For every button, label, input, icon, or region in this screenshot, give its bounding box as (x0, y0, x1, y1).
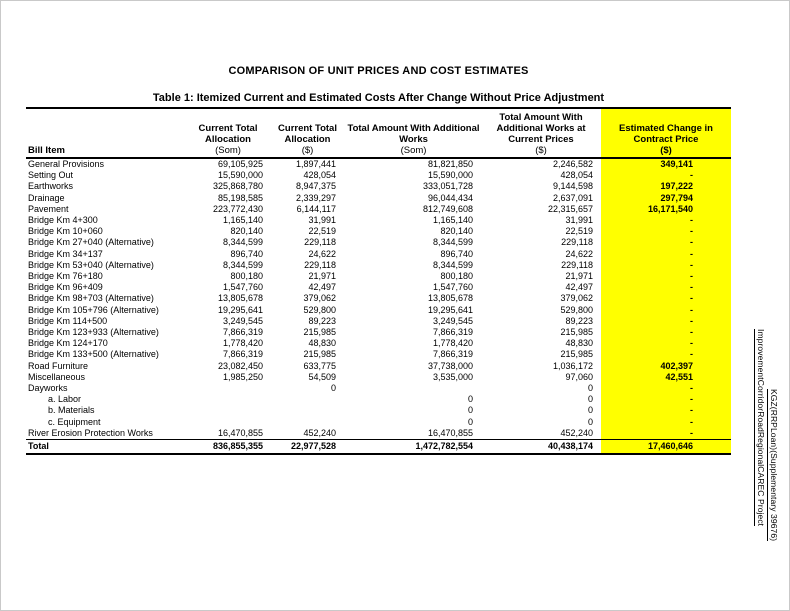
amount-cell: 0 (587, 416, 593, 427)
bill-item-cell: Pavement (28, 203, 69, 214)
amount-cell: 0 (587, 405, 593, 416)
amount-cell: 229,118 (561, 259, 593, 270)
amount-cell: 229,118 (561, 237, 593, 248)
amount-cell: 215,985 (303, 327, 336, 338)
amount-cell: 16,470,855 (427, 427, 473, 438)
amount-cell (187, 417, 269, 428)
table-row (26, 327, 731, 338)
amount-cell: 349,141 (601, 158, 731, 170)
amount-cell: 229,118 (304, 237, 336, 248)
table-row (26, 204, 731, 215)
amount-cell: 0 (587, 383, 593, 394)
table-row (26, 383, 731, 394)
bill-item-cell: c. Equipment (48, 416, 101, 427)
amount-cell: 97,060 (565, 371, 593, 382)
bill-item-cell: Drainage (28, 192, 65, 203)
table-row (26, 394, 731, 405)
bill-item-cell: Bridge Km 114+500 (28, 315, 108, 326)
amount-cell: 529,800 (303, 304, 336, 315)
table-row (26, 181, 731, 192)
amount-cell: 16,470,855 (217, 427, 263, 438)
header-row (26, 108, 731, 158)
bill-item-cell: Bridge Km 105+796 (Alternative) (28, 304, 159, 315)
col-header-label: Current Total Allocation (278, 123, 337, 145)
bill-item-cell: Bridge Km 96+409 (28, 282, 103, 293)
amount-cell: 896,740 (440, 248, 473, 259)
amount-cell: 896,740 (230, 248, 263, 259)
amount-cell: 0 (467, 405, 473, 416)
amount-cell: 8,947,375 (295, 181, 336, 192)
table-row (26, 282, 731, 293)
table-caption: Table 1: Itemized Current and Estimated Costs After Change Without Price Adjustment (152, 92, 605, 104)
amount-cell: 0 (467, 416, 473, 427)
amount-cell: 800,180 (230, 271, 263, 282)
amount-cell: 7,866,319 (432, 349, 473, 360)
col-header-label: Total Amount With Additional Works (347, 123, 480, 145)
amount-cell: 812,749,608 (422, 203, 473, 214)
amount-cell: 0 (587, 394, 593, 405)
amount-cell: 85,198,585 (217, 192, 263, 203)
bill-item-cell: Bridge Km 133+500 (Alternative) (28, 349, 159, 360)
col-header-total-additional-usd (481, 108, 601, 158)
total-row (26, 440, 731, 455)
amount-cell: 215,985 (560, 327, 593, 338)
bill-item-cell: Bridge Km 124+170 (28, 338, 108, 349)
bill-item-cell: Setting Out (28, 170, 74, 181)
amount-cell: 1,165,140 (432, 215, 473, 226)
bill-item-cell: a. Labor (48, 394, 82, 405)
col-header-label: Total Amount With Additional Works at Current Prices (496, 112, 586, 145)
table-row (26, 293, 731, 304)
table-row (26, 349, 731, 360)
amount-cell: 21,971 (565, 271, 593, 282)
table-row (26, 338, 731, 349)
amount-cell: 8,344,599 (222, 237, 263, 248)
table-row (26, 226, 731, 237)
amount-cell: - (601, 405, 731, 416)
table-row (26, 372, 731, 383)
amount-cell (346, 383, 481, 394)
amount-cell: 22,519 (565, 226, 593, 237)
col-header-label: Bill Item (28, 145, 65, 156)
amount-cell: 23,082,450 (217, 360, 263, 371)
amount-cell: 1,778,420 (432, 338, 473, 349)
amount-cell (187, 405, 269, 416)
bill-item-cell: Bridge Km 53+040 (Alternative) (28, 259, 154, 270)
amount-cell: 0 (330, 383, 336, 394)
amount-cell: - (601, 226, 731, 237)
amount-cell: 89,223 (565, 315, 593, 326)
amount-cell: 15,590,000 (217, 170, 263, 181)
amount-cell: 1,897,441 (295, 159, 336, 169)
amount-cell: 19,295,641 (217, 304, 263, 315)
bill-item-cell: Earthworks (28, 181, 74, 192)
table-row (26, 316, 731, 327)
amount-cell: 48,830 (308, 338, 336, 349)
amount-cell: 42,551 (601, 372, 731, 383)
table-body (26, 158, 731, 454)
amount-cell: 402,397 (601, 361, 731, 372)
amount-cell: 22,519 (308, 226, 336, 237)
col-header-label: Estimated Change in Contract Price (619, 123, 713, 145)
sidebar-note-line2: KGZ(RRPLoan)(Supplementary 39676) (769, 389, 779, 542)
amount-cell (187, 394, 269, 405)
amount-cell: 2,246,582 (552, 159, 593, 169)
amount-cell (269, 394, 346, 405)
amount-cell: - (601, 215, 731, 226)
amount-cell: 2,339,297 (295, 192, 336, 203)
bill-item-cell: General Provisions (28, 159, 105, 169)
amount-cell: 3,249,545 (222, 315, 263, 326)
amount-cell: 96,044,434 (427, 192, 473, 203)
amount-cell: 3,535,000 (432, 371, 473, 382)
amount-cell: 8,344,599 (222, 259, 263, 270)
amount-cell: - (601, 305, 731, 316)
amount-cell: - (601, 383, 731, 394)
amount-cell: 428,054 (303, 170, 336, 181)
bill-item-cell: Bridge Km 4+300 (28, 215, 98, 226)
table-row (26, 158, 731, 170)
col-header-label: Current Total Allocation (198, 123, 258, 145)
amount-cell: - (601, 417, 731, 428)
table-row (26, 271, 731, 282)
bill-item-cell: Bridge Km 98+703 (Alternative) (28, 293, 154, 304)
table-row (26, 361, 731, 372)
amount-cell: 1,547,760 (222, 282, 263, 293)
col-header-unit: (Som) (400, 145, 427, 156)
amount-cell: 6,144,117 (296, 203, 336, 214)
amount-cell: - (601, 260, 731, 271)
amount-cell: 297,794 (601, 193, 731, 204)
amount-cell: 40,438,174 (481, 440, 601, 455)
amount-cell: 42,497 (565, 282, 593, 293)
amount-cell: 7,866,319 (222, 327, 263, 338)
amount-cell: 379,062 (560, 293, 593, 304)
amount-cell: 54,509 (308, 371, 336, 382)
table-row (26, 428, 731, 440)
amount-cell: 21,971 (308, 271, 336, 282)
amount-cell: 529,800 (560, 304, 593, 315)
amount-cell: 229,118 (304, 259, 336, 270)
amount-cell: 452,240 (560, 427, 593, 438)
col-header-current-allocation-usd (269, 108, 346, 158)
amount-cell: 24,622 (565, 248, 593, 259)
amount-cell: 820,140 (230, 226, 263, 237)
amount-cell: - (601, 327, 731, 338)
amount-cell: - (601, 271, 731, 282)
amount-cell: 452,240 (303, 427, 336, 438)
sidebar-note-line1: ImprovementCorridorRoadRegionalCAREC Project (756, 329, 766, 527)
amount-cell: 89,223 (308, 315, 336, 326)
col-header-unit: ($) (535, 145, 547, 156)
amount-cell: 31,991 (565, 215, 593, 226)
amount-cell: 19,295,641 (427, 304, 473, 315)
bill-item-cell: River Erosion Protection Works (28, 427, 153, 438)
amount-cell: - (601, 338, 731, 349)
bill-item-cell: b. Materials (48, 405, 95, 416)
col-header-unit: (Som) (215, 145, 241, 156)
amount-cell: 1,985,250 (222, 371, 263, 382)
amount-cell: 428,054 (560, 170, 593, 181)
amount-cell: 1,778,420 (222, 338, 263, 349)
amount-cell: - (601, 394, 731, 405)
bill-item-cell: Bridge Km 76+180 (28, 271, 103, 282)
amount-cell: - (601, 282, 731, 293)
amount-cell: 37,738,000 (427, 360, 473, 371)
amount-cell: 215,985 (303, 349, 336, 360)
amount-cell: 22,977,528 (269, 440, 346, 455)
amount-cell: 197,222 (601, 181, 731, 192)
amount-cell: 7,866,319 (222, 349, 263, 360)
amount-cell: 15,590,000 (427, 170, 473, 181)
col-header-bill-item (26, 108, 187, 158)
col-header-unit: ($) (660, 145, 672, 156)
col-header-estimated-change (601, 108, 731, 158)
bill-item-cell: Bridge Km 10+060 (28, 226, 103, 237)
table-row (26, 193, 731, 204)
table-row (26, 170, 731, 181)
amount-cell: 333,051,728 (422, 181, 473, 192)
amount-cell (187, 383, 269, 394)
amount-cell: 1,036,172 (552, 360, 593, 371)
col-header-total-additional-som (346, 108, 481, 158)
table-row (26, 249, 731, 260)
amount-cell: 22,315,657 (547, 203, 593, 214)
amount-cell: 24,622 (308, 248, 336, 259)
amount-cell: 16,171,540 (601, 204, 731, 215)
amount-cell: 42,497 (308, 282, 336, 293)
amount-cell: 13,805,678 (427, 293, 473, 304)
amount-cell: 69,105,925 (217, 159, 263, 169)
bill-item-cell: Road Furniture (28, 360, 89, 371)
bill-item-cell: Bridge Km 123+933 (Alternative) (28, 327, 159, 338)
amount-cell: 836,855,355 (187, 440, 269, 455)
amount-cell: 820,140 (440, 226, 473, 237)
table-row (26, 237, 731, 248)
amount-cell: 9,144,598 (552, 181, 593, 192)
amount-cell: - (601, 316, 731, 327)
table-row (26, 305, 731, 316)
amount-cell: 379,062 (303, 293, 336, 304)
col-header-unit: ($) (301, 145, 314, 156)
amount-cell: 8,344,599 (432, 237, 473, 248)
amount-cell: 2,637,091 (552, 192, 593, 203)
amount-cell: 0 (467, 394, 473, 405)
amount-cell: 1,472,782,554 (346, 440, 481, 455)
amount-cell (269, 417, 346, 428)
amount-cell: 81,821,850 (427, 159, 473, 169)
bill-item-cell: Bridge Km 34+137 (28, 248, 103, 259)
table-header (26, 108, 731, 158)
amount-cell: 8,344,599 (432, 259, 473, 270)
amount-cell: - (601, 237, 731, 248)
amount-cell (269, 405, 346, 416)
amount-cell: 325,868,780 (212, 181, 263, 192)
amount-cell: 1,547,760 (432, 282, 473, 293)
document-title: COMPARISON OF UNIT PRICES AND COST ESTIMATES (228, 65, 529, 77)
amount-cell: 48,830 (565, 338, 593, 349)
table-row (26, 215, 731, 226)
amount-cell: - (601, 349, 731, 360)
amount-cell: 215,985 (560, 349, 593, 360)
amount-cell: 1,165,140 (222, 215, 263, 226)
cost-comparison-table (26, 107, 731, 455)
amount-cell: 17,460,646 (601, 440, 731, 455)
table-row (26, 405, 731, 416)
bill-item-cell: Bridge Km 27+040 (Alternative) (28, 237, 154, 248)
amount-cell: - (601, 293, 731, 304)
table-row (26, 260, 731, 271)
amount-cell: 7,866,319 (432, 327, 473, 338)
amount-cell: - (601, 249, 731, 260)
amount-cell: 800,180 (440, 271, 473, 282)
amount-cell: - (601, 428, 731, 440)
amount-cell: 223,772,430 (212, 203, 263, 214)
amount-cell: 3,249,545 (432, 315, 473, 326)
col-header-current-allocation-som (187, 108, 269, 158)
amount-cell: 13,805,678 (217, 293, 263, 304)
bill-item-cell: Total (26, 440, 187, 455)
bill-item-cell: Miscellaneous (28, 371, 86, 382)
amount-cell: 633,775 (303, 360, 336, 371)
bill-item-cell: Dayworks (28, 383, 68, 394)
amount-cell: - (601, 170, 731, 181)
table-row (26, 417, 731, 428)
amount-cell: 31,991 (308, 215, 336, 226)
